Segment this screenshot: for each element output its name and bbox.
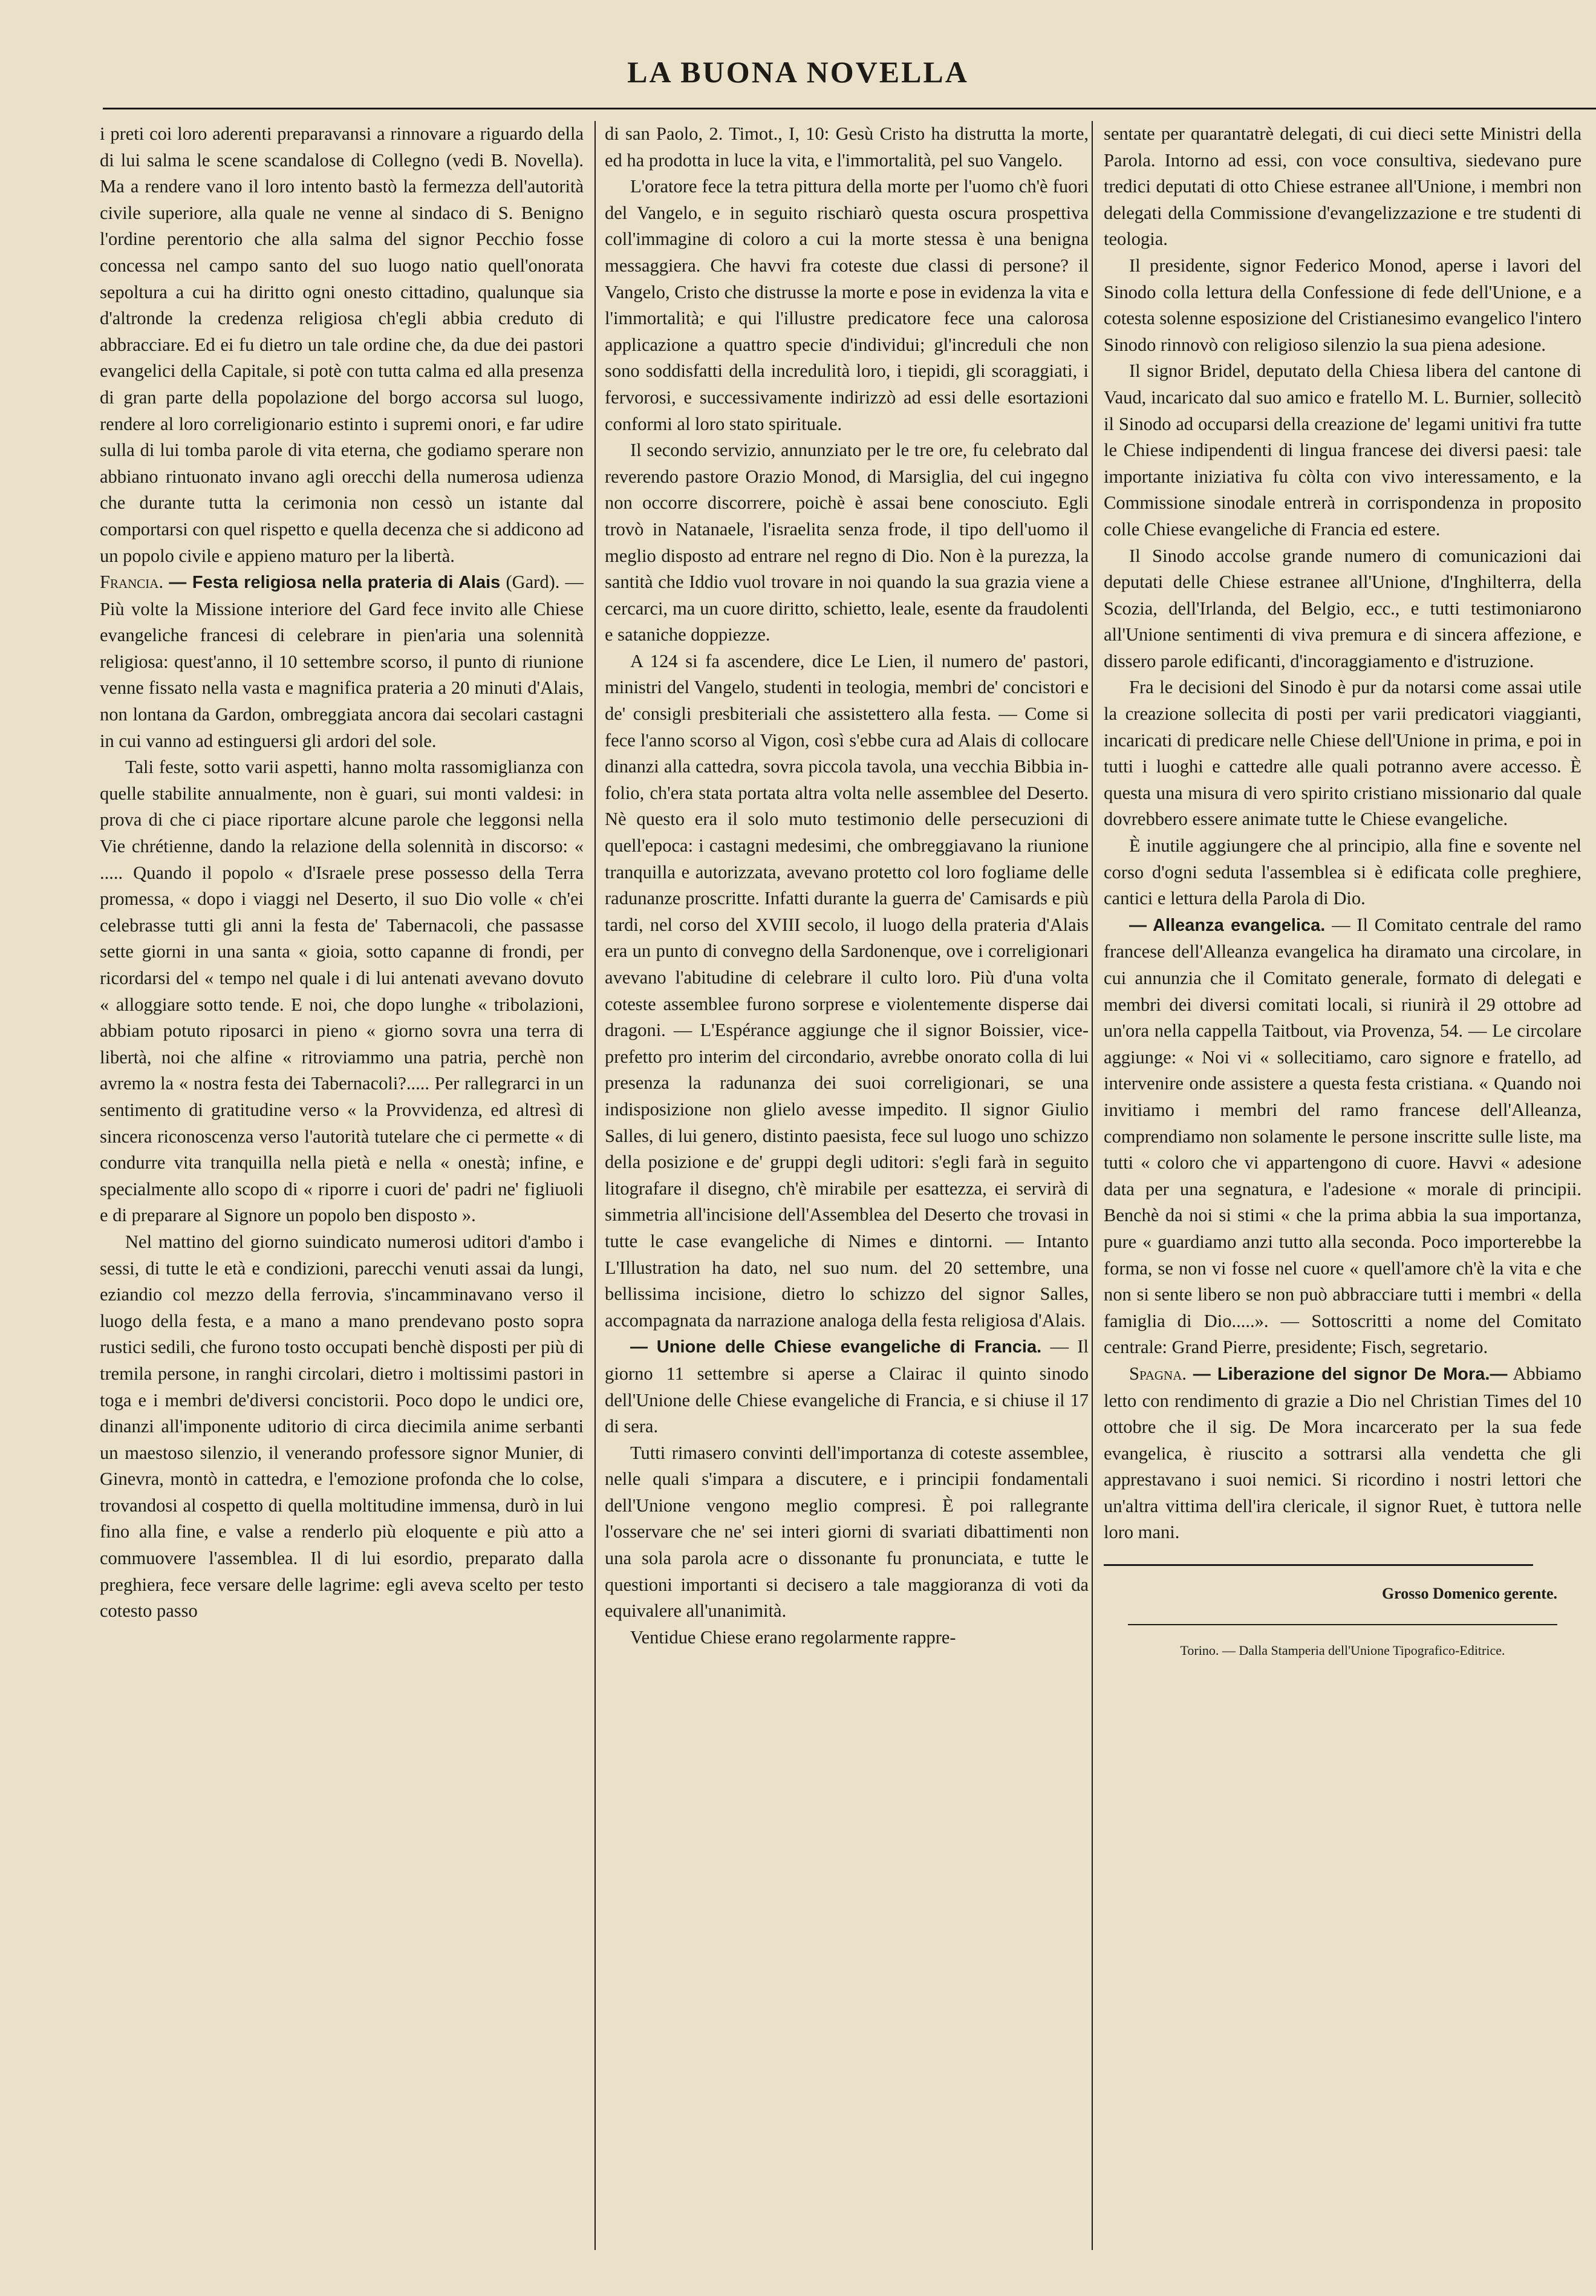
country-label: Francia.: [100, 572, 164, 593]
section-heading: — Liberazione del signor De Mora.—: [1193, 1364, 1508, 1384]
closing-rule: [1104, 1564, 1533, 1566]
paragraph: Abbiamo letto con rendimento di grazie a Dio nel Christian Times del 10 ottobre che il sig. De Mora incarcerato per la sua fede evangelica, è riuscito a sottrarsi alla vendetta che gli apprestavano i suoi nemici. Si ricordino i nostri lettori che un'altra vittima dell'ira clericale, il signor Ruet, è tuttora nelle loro mani.: [1104, 1363, 1581, 1543]
paragraph: — Il Comitato centrale del ramo francese dell'Alleanza evangelica ha diramato una circolare, in cui annunzia che il Comitato generale, formato di delegati e membri dei diversi comitati locali, si riunirà il 29 ottobre ad un'ora nella cappella Taitbout, via Provenza, 54. — Le circolare aggiunge: « Noi vi « sollecitiamo, caro signore e fratello, ad intervenire onde assistere a questa festa cristiana. « Quando noi invitiamo i membri del ramo francese dell'Alleanza, comprendiamo non solamente le persone inscritte sulle liste, ma tutti « coloro che vi appartengono di cuore. Havvi « adesione data per una segnatura, e l'adesione « morale di principii. Benchè da noi si stimi « che la prima abbia la sua importanza, pure « guardiamo anzi tutto alla seconda. Poco importerebbe la forma, se non vi fosse nel cuore « quell'amore ch'è la vita e che non si sente libero se non può abbracciare tutti i membri « della famiglia di Dio.....». — Sottoscritti a nome del Comitato centrale: Grand Pierre, presidente; Fisch, segretario.: [1104, 914, 1581, 1358]
column-divider-1: [594, 121, 596, 2250]
paragraph: sentate per quarantatrè delegati, di cui dieci sette Ministri della Parola. Intorno ad essi, con voce consultiva, siedevano pure tredici deputati di otto Chiese estranee all'Unione, i membri non delegati della Commissione d'evangelizzazione e tre studenti di teologia.: [1104, 123, 1581, 250]
paragraph: Il secondo servizio, annunziato per le tre ore, fu celebrato dal reverendo pastore Orazio Monod, di Marsiglia, del cui ingegno non occorre discorrere, poichè è assai bene conosciuto. Egli trovò in Natanaele, l'israelita senza frode, il tipo dell'uomo il meglio disposto ad entrare nel regno di Dio. Non è la purezza, la santità che Iddio vuol trovare in noi quando la sua grazia viene a cercarci, ma un cuore diritto, schietto, leale, esente da fraudolenti e sataniche doppiezze.: [605, 440, 1089, 645]
page-header: LA BUONA NOVELLA: [627, 55, 969, 89]
section-alleanza: [1104, 912, 1581, 1361]
paragraph: Tali feste, sotto varii aspetti, hanno molta rassomiglianza con quelle stabilite annualmente, non è guari, sui monti valdesi: in prova di che ci piace riportare alcune parole che leggonsi nella Vie chrétienne, dando la relazione della solennità in discorso: « ..... Quando il popolo « d'Israele prese possesso della Terra promessa, « dopo i viaggi nel Deserto, il suo Dio volle « ch'ei celebrasse tutti gli anni la festa de' Tabernacoli, che passasse sette giorni in una santa « gioia, sotto capanne di frondi, per ricordarsi del « tempo nel quale i di lui antenati avevano dovuto « alloggiare sotto tende. E noi, che dopo lunghe « tribolazioni, abbiam potuto riposarci in pieno « giorno sovra una terra di libertà, noi che alfine « ritroviammo una patria, perchè non avremo la « nostra festa dei Tabernacoli?..... Per rallegrarci in un sentimento di gratitudine verso « la Provvidenza, ed altresì di sincera riconoscenza verso l'autorità tutelare che ci permette « di condurre vita tranquilla nella pietà e nella « onestà; infine, e specialmente allo scopo di « riporre i cuori de' padri ne' figliuoli e di preparare al Signore un popolo ben disposto ».: [100, 757, 584, 1226]
paragraph: Il signor Bridel, deputato della Chiesa libera del cantone di Vaud, incaricato dal suo amico e fratello M. L. Burnier, sollecitò il Sinodo ad occuparsi della creazione de' legami unitivi fra tutte le Chiese indipendenti di lingua francese dei diversi paesi: tale importante iniziativa fu còlta con vivo interessamento, e la Commissione sinodale entrerà in corrispondenza in proposito colle Chiese evangeliche di Francia ed estere.: [1104, 360, 1581, 540]
paragraph: — Il giorno 11 settembre si aperse a Clairac il quinto sinodo dell'Unione delle Chiese evangeliche di Francia, e si chiuse il 17 di sera.: [605, 1336, 1089, 1437]
header-rule: [103, 108, 1596, 109]
paragraph: È inutile aggiungere che al principio, alla fine e sovente nel corso d'ogni seduta l'assemblea si è edificata colle preghiere, cantici e lettura della Parola di Dio.: [1104, 835, 1581, 909]
section-heading: — Festa religiosa nella prateria di Alais: [169, 573, 501, 593]
column-2: [605, 121, 1089, 2274]
column-divider-2: [1092, 121, 1093, 2250]
column-1: [100, 121, 584, 2274]
imprint-rule: [1128, 1624, 1557, 1625]
paragraph: L'oratore fece la tetra pittura della morte per l'uomo ch'è fuori del Vangelo, e in seguito rischiarò questa oscura prospettiva coll'immagine di coloro a cui la morte stessa è una benigna messaggiera. Che havvi fra coteste due classi di persone? il Vangelo, Cristo che distrusse la morte e pose in evidenza la vita e l'immortalità; e qui l'illustre predicatore fece una calorosa applicazione a quattro specie d'individui; gl'increduli che non sono soddisfatti della incredulità loro, i tiepidi, gli scoraggiati, i fervorosi, e successivamente indirizzò ad essi delle esortazioni conformi al loro stato spirituale.: [605, 176, 1089, 434]
paragraph: Fra le decisioni del Sinodo è pur da notarsi come assai utile la creazione sollecita di posti per varii predicatori viaggianti, incaricati di predicare nelle Chiese dell'Unione in prima, e poi in tutti i luoghi e cattedre alle quali potranno avere accesso. È questa una misura di vero spirito cristiano missionario dal quale dovrebbero essere animate tutte le Chiese evangeliche.: [1104, 677, 1581, 830]
section-unione: [605, 1334, 1089, 1440]
paragraph: Tutti rimasero convinti dell'importanza di coteste assemblee, nelle quali s'impara a discutere, e i principii fondamentali dell'Unione vengono meglio compresi. È poi rallegrante l'osservare che ne' sei interi giorni di svariati dibattimenti non una sola parola acre o dissonante fu pronunciata, e tutte le questioni importanti si decisero a tale maggioranza di voti da equivalere all'unanimità.: [605, 1442, 1089, 1622]
paragraph: (Gard). — Più volte la Missione interiore del Gard fece invito alle Chiese evangeliche francesi di celebrare in pien'aria una solennità religiosa: quest'anno, il 10 settembre scorso, il punto di riunione venne fissato nella vasta e magnifica prateria a 20 minuti d'Alais, non lontana da Gardon, ombreggiata ancora dai secolari castagni in cui vanno ad estinguersi gli ardori del sole.: [100, 572, 584, 751]
section-heading: — Unione delle Chiese evangeliche di Francia.: [630, 1337, 1042, 1357]
paragraph: i preti coi loro aderenti preparavansi a rinnovare a riguardo della di lui salma le scene scandalose di Collegno (vedi B. Novella). Ma a rendere vano il loro intento bastò la fermezza dell'autorità civile superiore, alla quale ne venne al sindaco di S. Benigno l'ordine perentorio che alla salma del signor Pecchio fosse concessa nel campo santo del suo luogo natio quell'onorata sepoltura a cui ha diritto ogni onesto cittadino, qualunque sia d'altronde la credenza religiosa ch'egli abbia creduto di abbracciare. Ed ei fu dietro un tale ordine che, da due dei pastori evangelici della Capitale, si potè con tutta calma ed alla presenza di gran parte della popolazione del borgo accorsa sul luogo, rendere al loro correligionario estinto i supremi onori, e far udire sulla di lui tomba parole di vita eterna, che godiamo sperare non abbiano rintuonato invano agli orecchi della numerosa udienza che durante tutta la cerimonia non cessò un istante dal comportarsi con quel rispetto e quella decenza che si addicono ad un popolo civile e appieno maturo per la libertà.: [100, 123, 584, 566]
country-label: Spagna.: [1129, 1363, 1187, 1384]
printer-imprint: Torino. — Dalla Stamperia dell'Unione Tipografico-Editrice.: [1180, 1642, 1505, 1658]
signature: Grosso Domenico gerente.: [1381, 1585, 1557, 1603]
paragraph: Il presidente, signor Federico Monod, aperse i lavori del Sinodo colla lettura della Confessione di fede dell'Unione, e a cotesta solenne esposizione del Cristianesimo evangelico l'intero Sinodo rinnovò con religioso silenzio la sua piena adesione.: [1104, 255, 1581, 355]
paragraph: Il Sinodo accolse grande numero di comunicazioni dai deputati delle Chiese estranee all'Unione, d'Inghilterra, della Scozia, dell'Irlanda, del Belgio, ecc., e tutti testimoniarono all'Unione sentimenti di viva premura e di sincera affezione, e dissero parole edificanti, d'incoraggiamento e d'istruzione.: [1104, 545, 1581, 671]
paragraph: di san Paolo, 2. Timot., I, 10: Gesù Cristo ha distrutta la morte, ed ha prodotta in luce la vita, e l'immortalità, pel suo Vangelo.: [605, 123, 1089, 171]
paragraph: Ventidue Chiese erano regolarmente rappre-: [630, 1626, 956, 1648]
section-spagna: [1104, 1361, 1581, 1546]
column-3: [1104, 121, 1581, 2274]
paragraph: Nel mattino del giorno suindicato numerosi uditori d'ambo i sessi, di tutte le età e condizioni, parecchi venuti assai da lungi, eziandio col mezzo della ferrovia, s'incamminavano verso il luogo della festa, e a mano a mano prendevano posto sopra rustici sedili, che furono tosto occupati benchè disposti per più di tremila persone, in ranghi circolari, dietro i moltissimi pastori in toga e i membri de'diversi concistorii. Poco dopo le undici ore, dinanzi all'imponente uditorio di circa diecimila anime serbanti un maestoso silenzio, il venerando professore signor Munier, di Ginevra, montò in cattedra, e l'emozione profonda che lo colse, trovandosi al cospetto di quella moltitudine immensa, durò in lui fino alla fine, e valse a renderlo più eloquente e più atto a commuovere l'assemblea. Il di lui esordio, preparato dalla preghiera, fece versare delle lagrime: egli aveva scelto per testo cotesto passo: [100, 1231, 584, 1622]
paragraph: A 124 si fa ascendere, dice Le Lien, il numero de' pastori, ministri del Vangelo, studenti in teologia, membri de' concistori e de' consigli presbiteriali che assistettero alla festa. — Come si fece l'anno scorso al Vigon, così s'ebbe cura ad Alais di collocare dinanzi alla cattedra, sovra piccola tavola, una vecchia Bibbia in-folio, ch'era stata portata altra volta nelle assemblee del Deserto. Nè questo era il solo muto testimonio delle persecuzioni di quell'epoca: i castagni medesimi, che ombreggiavano la riunione tranquilla e autorizzata, avevano protetto col loro fogliame delle radunanze proscritte. Infatti durante la guerra de' Camisards e più tardi, nel corso del XVIII secolo, il luogo della prateria d'Alais era un punto di convegno della Sardonenque, ove i correligionari avevano l'abitudine di celebrare il culto loro. Più d'una volta coteste assemblee furono sorprese e violentemente disperse dai dragoni. — L'Espérance aggiunge che il signor Boissier, vice-prefetto pro interim del circondario, avrebbe onorato colla di lui presenza la radunanza dei suoi correligionari, se una indisposizione non glielo avesse impedito. Il signor Giulio Salles, di lui genero, distinto paesista, fece sul luogo uno schizzo della posizione e de' gruppi degli uditori: s'egli farà in seguito litografare il disegno, ch'è mirabile per esattezza, ei servirà di simmetria all'incisione dell'Assemblea del Deserto che trovasi in tutte le case evangeliche di Nimes e dintorni. — Intanto L'Illustration ha dato, nel suo num. del 20 settembre, una bellissima incisione, dietro lo schizzo del signor Salles, accompagnata da narrazione analoga della festa religiosa d'Alais.: [605, 650, 1089, 1331]
section-heading: — Alleanza evangelica.: [1129, 915, 1326, 935]
section-francia-alais: [100, 569, 584, 754]
